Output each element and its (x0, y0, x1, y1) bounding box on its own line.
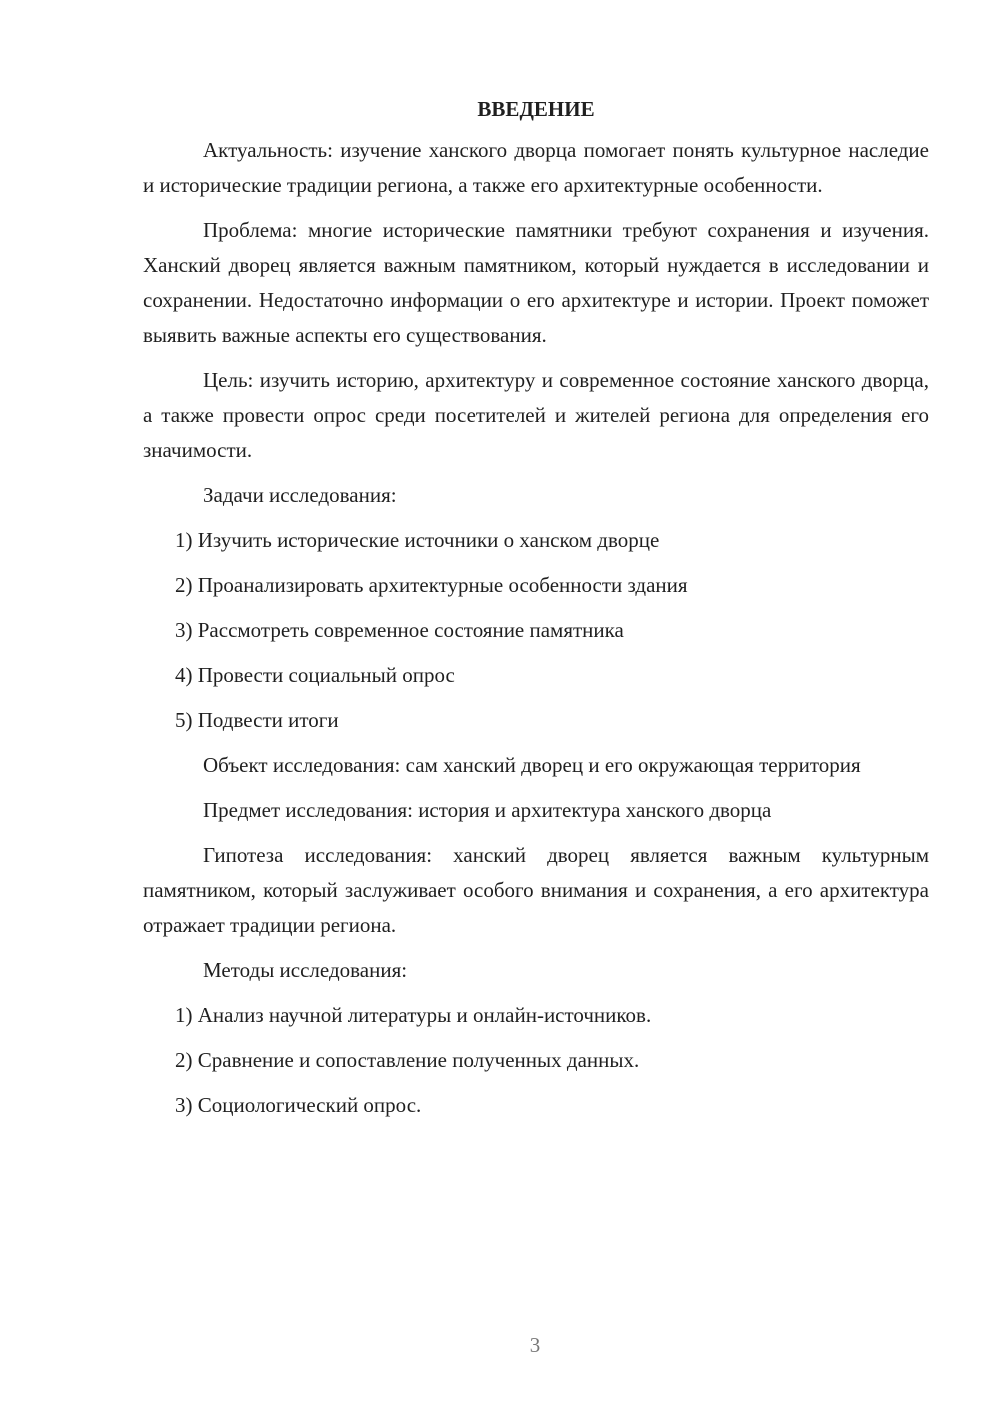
methods-heading: Методы исследования: (203, 958, 408, 982)
goal-paragraph: Цель: изучить историю, архитектуру и современное состояние ханского дворца, а также провести опрос среди посетителей и жителей региона для определения его значимости. (143, 368, 929, 462)
problem-paragraph: Проблема: многие исторические памятники требуют сохранения и изучения. Ханский дворец является важным памятником, который нуждается в исследовании и сохранении. Недостаточно информации о его архитектуре и истории. Проект поможет выявить важные аспекты его существования. (143, 218, 929, 347)
list-item: 1) Анализ научной литературы и онлайн-источников. (175, 1003, 652, 1027)
subject-paragraph: Предмет исследования: история и архитектура ханского дворца (203, 798, 772, 822)
methods-list (143, 998, 929, 1123)
list-item: 3) Социологический опрос. (175, 1093, 422, 1117)
list-item: 1) Изучить исторические источники о ханском дворце (175, 528, 660, 552)
relevance-paragraph: Актуальность: изучение ханского дворца помогает понять культурное наследие и исторические традиции региона, а также его архитектурные особенности. (143, 138, 929, 197)
list-item: 4) Провести социальный опрос (175, 663, 455, 687)
hypothesis-paragraph: Гипотеза исследования: ханский дворец является важным культурным памятником, который заслуживает особого внимания и сохранения, а его архитектура отражает традиции региона. (143, 843, 929, 937)
page-number: 3 (529, 1333, 541, 1357)
list-item: 2) Проанализировать архитектурные особенности здания (175, 573, 688, 597)
tasks-heading: Задачи исследования: (203, 483, 397, 507)
list-item: 5) Подвести итоги (175, 708, 339, 732)
list-item: 2) Сравнение и сопоставление полученных данных. (175, 1048, 640, 1072)
section-title: ВВЕДЕНИЕ (477, 97, 595, 121)
tasks-list (143, 523, 929, 738)
object-paragraph: Объект исследования: сам ханский дворец и его окружающая территория (203, 753, 861, 777)
list-item: 3) Рассмотреть современное состояние памятника (175, 618, 624, 642)
page-content (143, 92, 929, 1133)
